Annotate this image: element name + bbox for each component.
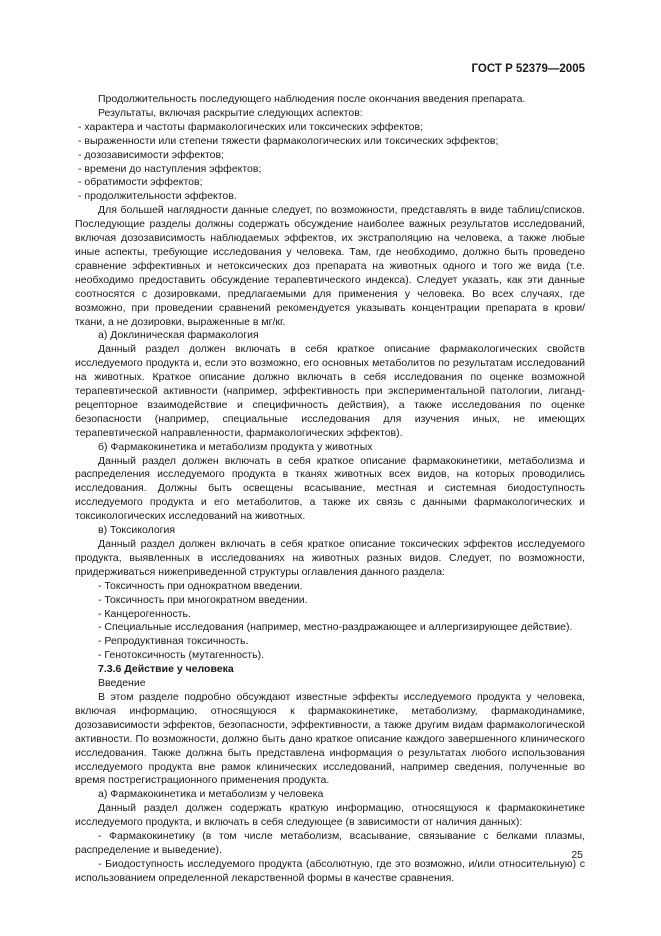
subsection-heading: Введение: [98, 677, 146, 690]
paragraph: Данный раздел должен включать в себя краткое описание токсических эффектов исследуемого продукта, выявленных в исследованиях на животных разных видов. Следует, по возможности, придерживаться нижеприведенной структуры оглавления данного раздела:: [75, 538, 585, 578]
subsection-heading: б) Фармакокинетика и метаболизм продукта у животных: [98, 440, 373, 453]
list-item: - характера и частоты фармакологических или токсических эффектов;: [78, 120, 424, 133]
subsection-heading: а) Доклиническая фармакология: [98, 329, 259, 342]
list-item: - Токсичность при многократном введении.: [98, 593, 308, 606]
list-item: - обратимости эффектов;: [78, 176, 203, 189]
list-item: - Токсичность при однократном введении.: [98, 579, 303, 592]
list-item: - Канцерогенность.: [98, 607, 191, 620]
list-item: - выраженности или степени тяжести фармакологических или токсических эффектов;: [78, 134, 499, 147]
page-number: 25: [571, 849, 583, 861]
document-body: [75, 93, 585, 886]
list-item: - Репродуктивная токсичность.: [98, 635, 249, 648]
list-item: - Биодоступность исследуемого продукта (абсолютную, где это возможно, и/или относительную) с использованием определенной лекарственной формы в качестве сравнения.: [75, 857, 585, 884]
list-item: - времени до наступления эффектов;: [78, 162, 262, 175]
subsection-heading: в) Токсикология: [98, 524, 176, 537]
paragraph: Данный раздел должен содержать краткую информацию, относящуюся к фармакокинетике исследуемого продукта, и включать в себя следующее (в зависимости от наличия данных):: [75, 802, 585, 829]
section-heading: 7.3.6 Действие у человека: [98, 663, 234, 676]
standard-header: ГОСТ Р 52379—2005: [471, 63, 585, 75]
paragraph: Продолжительность последующего наблюдения после окончания введения препарата.: [98, 93, 526, 105]
list-item: - продолжительности эффектов.: [78, 190, 237, 203]
paragraph: В этом разделе подробно обсуждают известные эффекты исследуемого продукта у человека, включая информацию, относящуюся к фармакокинетике, метаболизму, фармакодинамике, дозозависимости эффектов, безопасности, эффективности, а также другим видам фармакологической активности. По возможности, должно быть дано краткое описание каждого завершенного клинического исследования. Также должна быть представлена информация о результатах любого использования исследуемого продукта вне рамок клинических исследований, например сведения, полученные во время пострегистрационного применения продукта.: [75, 690, 585, 787]
paragraph: Результаты, включая раскрытие следующих аспектов:: [98, 106, 363, 119]
list-item: - Фармакокинетику (в том числе метаболизм, всасывание, связывание с белками плазмы, распределение и выведение).: [75, 830, 585, 856]
subsection-heading: а) Фармакокинетика и метаболизм у человека: [98, 788, 324, 801]
paragraph: Данный раздел должен включать в себя краткое описание фармакокинетики, метаболизма и распределения исследуемого продукта в тканях животных всех видов, на которых проводились исследования. Должны быть освещены всасывание, местная и системная биодоступность исследуемого продукта и его метаболитов, а также их связь с данными фармакологических и токсикологических исследований на животных.: [75, 454, 585, 523]
paragraph: Для большей наглядности данные следует, по возможности, представлять в виде таблиц/списков. Последующие разделы должны содержать обсуждение наиболее важных результатов исследований, включая дозозависимость наблюдаемых эффектов, их экстраполяцию на человека, а также любые иные аспекты, требующие исследования у человека. Там, где необходимо, должно быть проведено сравнение эффективных и нетоксических доз препарата на животных одного и того же вида (т.е. необходимо предоставить обсуждение терапевтического индекса). Следует указать, как эти данные соотносятся с дозировками, предлагаемыми для применения у человека. Во всех случаях, где возможно, при проведении сравнений рекомендуется указывать концентрации препарата в крови/ткани, а не дозировки, выраженные в мг/кг.: [75, 204, 585, 328]
list-item: - Генотоксичность (мутагенность).: [98, 649, 264, 662]
list-item: - дозозависимости эффектов;: [78, 148, 225, 161]
paragraph: Данный раздел должен включать в себя краткое описание фармакологических свойств исследуемого продукта и, если это возможно, его основных метаболитов по результатам исследований на животных. Краткое описание должно включать в себя исследования по оценке возможной терапевтической активности (например, эффективность при экспериментальной патологии, лиганд-рецепторное взаимодействие и специфичность действия), а также исследования по оценке безопасности (например, специальные исследования для изучения иных, не имеющих терапевтической направленности, фармакологических эффектов).: [75, 343, 585, 439]
list-item: - Специальные исследования (например, местно-раздражающее и аллергизирующее действие).: [98, 621, 573, 634]
